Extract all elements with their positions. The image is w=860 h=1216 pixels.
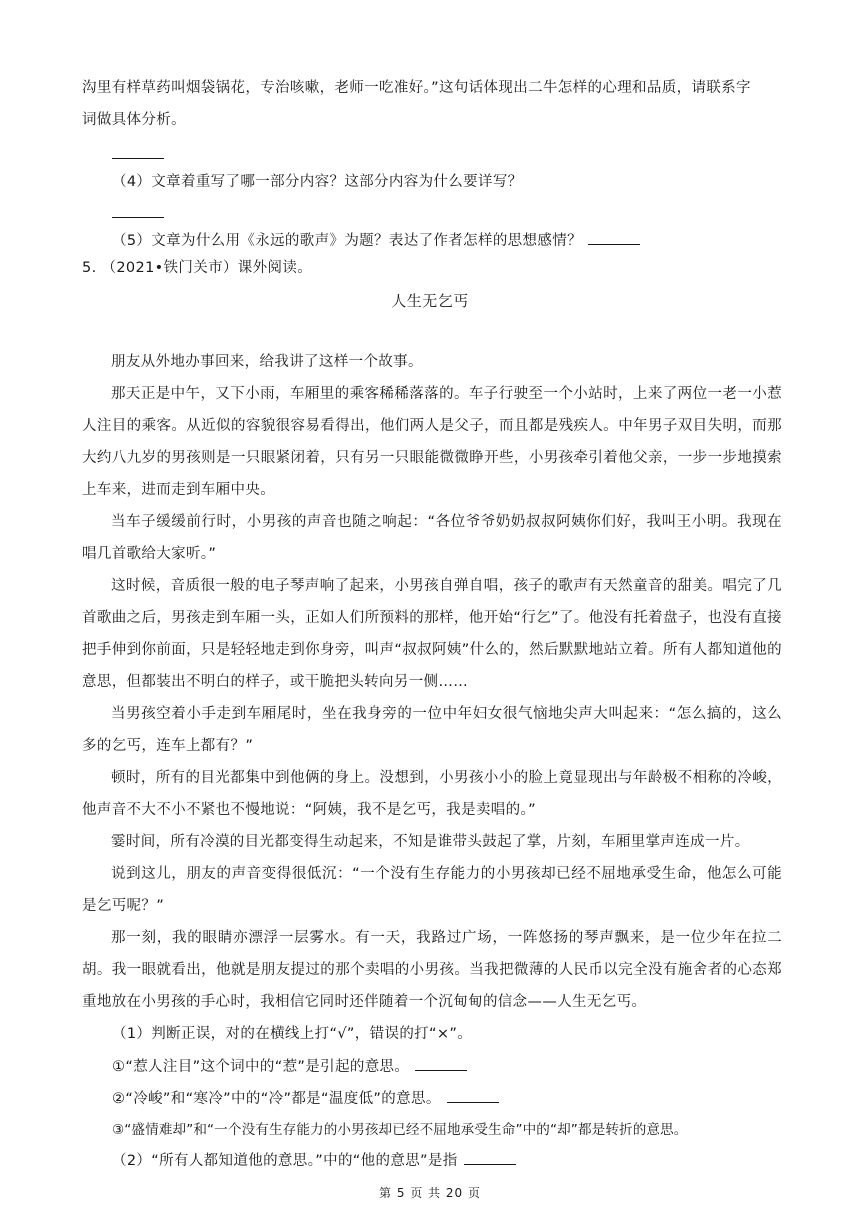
paragraph-2: 那天正是中午，又下小雨，车厢里的乘客稀稀落落的。车子行驶至一个小站时，上来了两位一老一小惹人注目的乘客。从近似的容貌很容易看得出，他们两人是父子，而且都是残疾人。中年男子双目失明，而那大约八九岁的男孩则是一只眼紧闭着，只有另一只眼能微微睁开些，小男孩牵引着他父亲，一步一步地摸索上车来，进而走到车厢中央。	[82, 386, 782, 498]
question-1a	[112, 1056, 467, 1077]
paragraph-4: 这时候，音质很一般的电子琴声响了起来，小男孩自弹自唱，孩子的歌声有天然童音的甜美。唱完了几首歌曲之后，男孩走到车厢一头，正如人们所预料的那样，他开始“行乞”了。他没有托着盘子，也没有直接把手伸到你前面，只是轻轻地走到你身旁，叫声“叔叔阿姨”什么的，然后默默地站立着。所有人都知道他的意思，但都装出不明白的样子，或干脆把头转向另一侧……	[82, 578, 782, 690]
paragraph-3: 当车子缓缓前行时，小男孩的声音也随之响起：“各位爷爷奶奶叔叔阿姨你们好，我叫王小明。我现在唱几首歌给大家听。”	[82, 514, 782, 562]
question-3-text-line-2: 词做具体分析。	[82, 112, 186, 128]
answer-blank-q4	[112, 217, 164, 218]
question-5-text	[112, 230, 640, 251]
paragraph-7: 霎时间，所有冷漠的目光都变得生动起来，不知是谁带头鼓起了掌，片刻，车厢里掌声连成一片。	[111, 834, 750, 850]
answer-blank-1a	[415, 1056, 467, 1071]
answer-blank-q2	[464, 1150, 516, 1165]
answer-blank-q3	[112, 158, 164, 159]
question-1b	[112, 1088, 499, 1109]
question-5-label: （5）文章为什么用《永远的歌声》为题？表达了作者怎样的思想感情？	[112, 233, 582, 249]
section-heading: 5. （2021•铁门关市）课外阅读。	[82, 260, 313, 276]
paragraph-8: 说到这儿，朋友的声音变得很低沉：“一个没有生存能力的小男孩却已经不屈地承受生命，他怎么可能是乞丐呢？”	[82, 866, 782, 914]
question-4-text: （4）文章着重写了哪一部分内容？这部分内容为什么要详写？	[112, 174, 523, 190]
page-footer: 第 5 页 共 20 页	[379, 1186, 481, 1200]
paragraph-5: 当男孩空着小手走到车厢尾时，坐在我身旁的一位中年妇女很气恼地尖声大叫起来：“怎么搞的，这么多的乞丐，连车上都有？”	[82, 706, 782, 754]
article-title: 人生无乞丐	[391, 292, 469, 310]
answer-blank-1b	[447, 1088, 499, 1103]
answer-blank-q5	[588, 230, 640, 245]
question-1b-label: ②“冷峻”和“寒冷”中的“冷”都是“温度低”的意思。	[112, 1091, 441, 1107]
question-2	[112, 1150, 516, 1171]
question-2-label: （2）“所有人都知道他的意思。”中的“他的意思”是指	[112, 1153, 458, 1169]
paragraph-9: 那一刻，我的眼睛亦漂浮一层雾水。有一天，我路过广场，一阵悠扬的琴声飘来，是一位少年在拉二胡。我一眼就看出，他就是朋友提过的那个卖唱的小男孩。当我把微薄的人民币以完全没有施舍者的心态郑重地放在小男孩的手心时，我相信它同时还伴随着一个沉甸甸的信念——人生无乞丐。	[82, 930, 782, 1010]
paragraph-6: 顿时，所有的目光都集中到他俩的身上。没想到，小男孩小小的脸上竟显现出与年龄极不相称的冷峻，他声音不大不小不紧也不慢地说：“阿姨，我不是乞丐，我是卖唱的。”	[82, 770, 782, 818]
question-1-text: （1）判断正误，对的在横线上打“√”，错误的打“×”。	[112, 1026, 473, 1042]
question-1c: ③“盛情难却”和“一个没有生存能力的小男孩却已经不屈地承受生命”中的“却”都是转折的意思。	[112, 1122, 688, 1138]
question-1a-label: ①“惹人注目”这个词中的“惹”是引起的意思。	[112, 1059, 410, 1075]
paragraph-1: 朋友从外地办事回来，给我讲了这样一个故事。	[111, 354, 423, 370]
question-3-text-line-1: 沟里有样草药叫烟袋锅花，专治咳嗽，老师一吃准好。”这句话体现出二牛怎样的心理和品质，请联系字	[82, 80, 751, 96]
